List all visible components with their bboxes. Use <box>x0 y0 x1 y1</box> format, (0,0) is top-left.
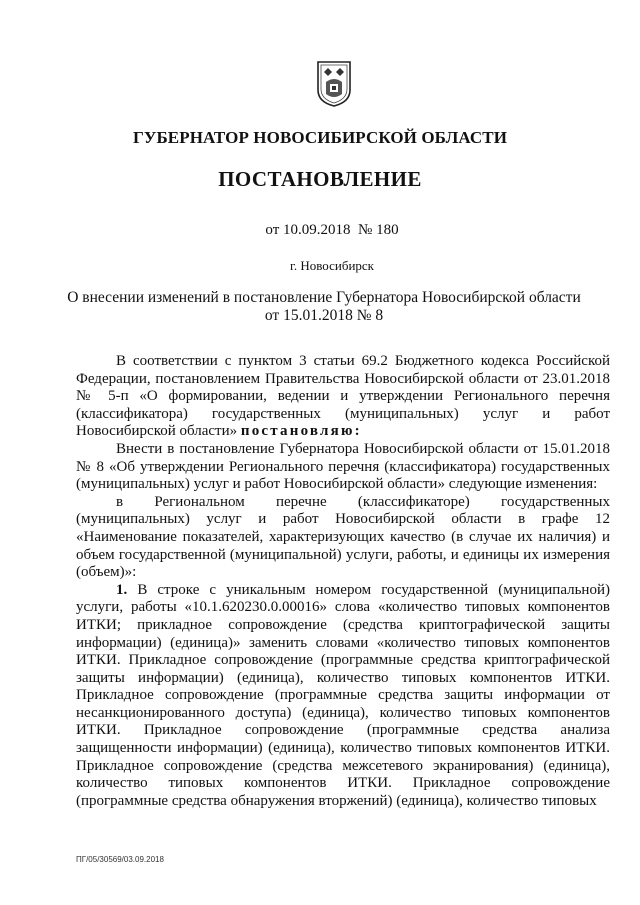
paragraph-register-column: в Региональном перечне (классификаторе) государственных (муниципальных) услуг и работ Новосибирской области в графе 12 «Наименование показателей, характеризующих качество (в случае их наличия) и объем государственной (муниципальной) услуги, работы, и единицы их измерения (объем)»: <box>76 493 610 581</box>
decree-word: постановляю: <box>240 423 362 440</box>
document-type-heading: ПОСТАНОВЛЕНИЕ <box>218 167 422 191</box>
preamble-text: В соответствии с пунктом 3 статьи 69.2 Бюджетного кодекса Российской Федерации, постановлением Правительства Новосибирской области от 23.01.2018 № 5-п «О формировании, ведении и утверждении Регионального перечня (классификатора) государственных (муниципальных) услуг и работ Новосибирской области» <box>76 353 610 440</box>
paragraph-item-1 <box>76 582 610 811</box>
subject-line-2: от 15.01.2018 № 8 <box>264 307 384 324</box>
item-1-text: В строке с уникальным номером государственной (муниципальной) услуги, работы «10.1.620230.0.00016» слова «количество типовых компонентов ИТКИ; прикладное сопровождение (средства криптографической защиты информации) (единица)» заменить словами «количество типовых компонентов ИТКИ. Прикладное сопровождение (программные средства криптографической защиты информации) (единица), количество типовых компонентов ИТКИ. Прикладное сопровождение (программные средства защиты информации от несанкционированного доступа) (единица), количество типовых компонентов ИТКИ. Прикладное сопровождение (программные средства анализа защищенности информации) (единица), количество типовых компонентов ИТКИ. Прикладное сопровождение (средства межсетевого экранирования) (единица), количество типовых компонентов ИТКИ. Прикладное сопровождение (программные средства обнаружения вторжений) (единица), количество типовых <box>76 581 610 809</box>
coat-of-arms-icon <box>316 60 352 108</box>
document-date-number: от 10.09.2018 № 180 <box>265 222 399 238</box>
item-number: 1. <box>116 581 128 598</box>
governor-heading: ГУБЕРНАТОР НОВОСИБИРСКОЙ ОБЛАСТИ <box>132 128 508 147</box>
document-body <box>76 353 610 810</box>
document-subject <box>4 289 640 325</box>
paragraph-preamble <box>76 353 610 441</box>
document-footer-code: ПГ/05/30569/03.09.2018 <box>76 855 164 864</box>
paragraph-amend-intro: Внести в постановление Губернатора Новосибирской области от 15.01.2018 № 8 «Об утверждении Регионального перечня (классификатора) государственных (муниципальных) услуг и работ Новосибирской области» следующие изменения: <box>76 440 610 493</box>
subject-line-1: О внесении изменений в постановление Губернатора Новосибирской области <box>67 289 581 306</box>
document-city: г. Новосибирск <box>289 258 374 273</box>
